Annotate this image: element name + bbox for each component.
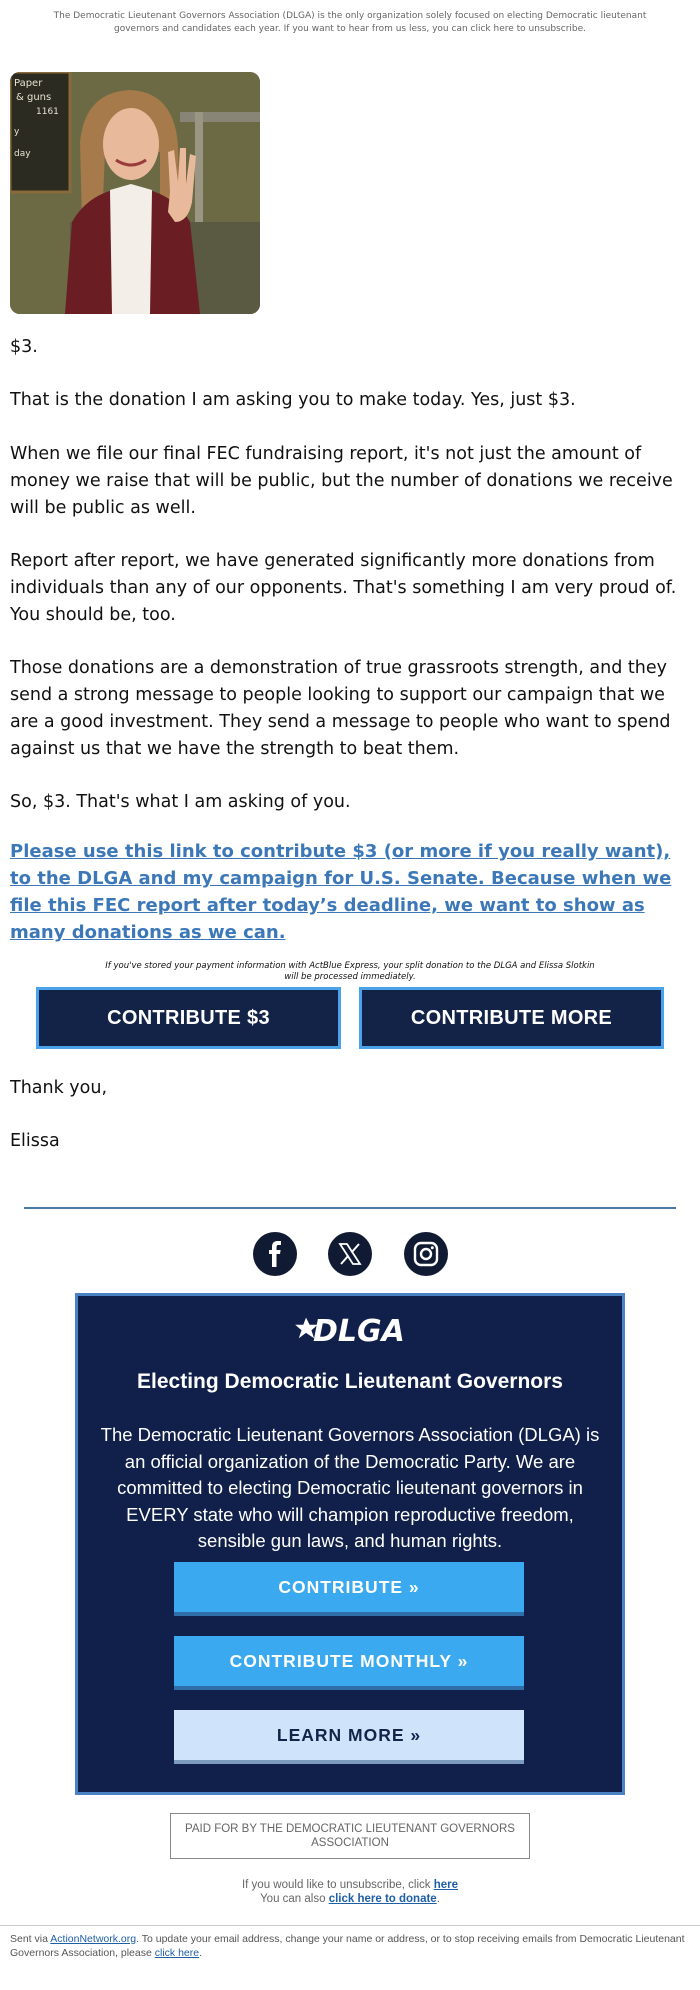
dlga-contribute-monthly-button[interactable]: CONTRIBUTE MONTHLY »	[174, 1636, 524, 1690]
signoff-name: Elissa	[10, 1131, 60, 1151]
paragraph-6: So, $3. That's what I am asking of you.	[10, 792, 351, 812]
footer-text: . To update your email address, change your name or address, or to stop receiving emails from Democratic Lieutenant Governors Association, please	[10, 1933, 685, 1959]
preheader-text: The Democratic Lieutenant Governors Association (DLGA) is the only organization solely focused on electing Democratic lieutenant governors and candidates each year. If you want to hear from us less, you can click here to unsubscribe.	[53, 11, 647, 34]
paid-for-text: PAID FOR BY THE DEMOCRATIC LIEUTENANT GOVERNORS ASSOCIATION	[185, 1823, 515, 1849]
donate-link[interactable]: click here to donate	[328, 1893, 437, 1905]
footer-sent-via: Sent via	[10, 1933, 48, 1945]
donate-suffix: .	[436, 1893, 440, 1905]
unsubscribe-block	[150, 1878, 550, 1906]
paragraph-1: $3.	[10, 337, 38, 357]
facebook-icon[interactable]	[253, 1232, 297, 1276]
contribute-more-button[interactable]: CONTRIBUTE MORE	[359, 987, 664, 1049]
chalkboard-text-2: & guns	[16, 92, 52, 103]
paid-for-disclaimer	[170, 1813, 530, 1859]
x-icon[interactable]	[328, 1232, 372, 1276]
dlga-contribute-button[interactable]: CONTRIBUTE »	[174, 1562, 524, 1616]
dlga-heading: Electing Democratic Lieutenant Governors	[137, 1370, 563, 1393]
dlga-info-box	[75, 1293, 625, 1795]
footer-divider	[0, 1925, 700, 1926]
signoff-thanks: Thank you,	[10, 1078, 108, 1098]
unsubscribe-prefix: If you would like to unsubscribe, click	[241, 1879, 431, 1891]
actblue-note: If you've stored your payment information with ActBlue Express, your split donation to the DLGA and Elissa Slotkin will be processed immediately.	[105, 961, 595, 982]
paragraph-2: That is the donation I am asking you to make today. Yes, just $3.	[10, 390, 576, 410]
chalkboard-text-5: day	[14, 149, 31, 159]
dlga-logo-text: DLGA	[313, 1314, 405, 1346]
instagram-icon[interactable]	[404, 1232, 448, 1276]
chalkboard-text-1: Paper	[14, 78, 43, 89]
footer-end: .	[199, 1947, 203, 1959]
donate-prefix: You can also	[260, 1893, 326, 1905]
chalkboard-text-3: 1161	[36, 107, 59, 117]
section-divider	[24, 1207, 676, 1209]
dlga-learn-more-button[interactable]: LEARN MORE »	[174, 1710, 524, 1764]
action-network-link[interactable]: ActionNetwork.org	[50, 1933, 137, 1945]
candidate-photo	[10, 72, 260, 314]
unsubscribe-link[interactable]: here	[433, 1879, 459, 1891]
footer	[10, 1932, 690, 1960]
paragraph-5: Those donations are a demonstration of true grassroots strength, and they send a strong message to people looking to support our campaign that we are a good investment. They send a message to people who want to spend against us that we have the strength to beat them.	[10, 658, 671, 759]
chalkboard-text-4: y	[14, 127, 20, 137]
paragraph-4: Report after report, we have generated significantly more donations from individuals than any of our opponents. That's something I am very proud of. You should be, too.	[10, 551, 677, 625]
contribute-link[interactable]: Please use this link to contribute $3 (or more if you really want), to the DLGA and my campaign for U.S. Senate. Because when we file this FEC report after today’s deadline, we want to show as many donations as we can.	[10, 841, 672, 943]
paragraph-3: When we file our final FEC fundraising report, it's not just the amount of money we raise that will be public, but the number of donations we receive will be public as well.	[10, 444, 673, 518]
contribute-3-button[interactable]: CONTRIBUTE $3	[36, 987, 341, 1049]
dlga-logo	[293, 1312, 413, 1346]
dlga-description: The Democratic Lieutenant Governors Association (DLGA) is an official organization of the Democratic Party. We are committed to electing Democratic lieutenant governors in EVERY state who will champion reproductive freedom, sensible gun laws, and human rights.	[100, 1424, 600, 1551]
footer-click-here-link[interactable]: click here	[154, 1947, 200, 1959]
